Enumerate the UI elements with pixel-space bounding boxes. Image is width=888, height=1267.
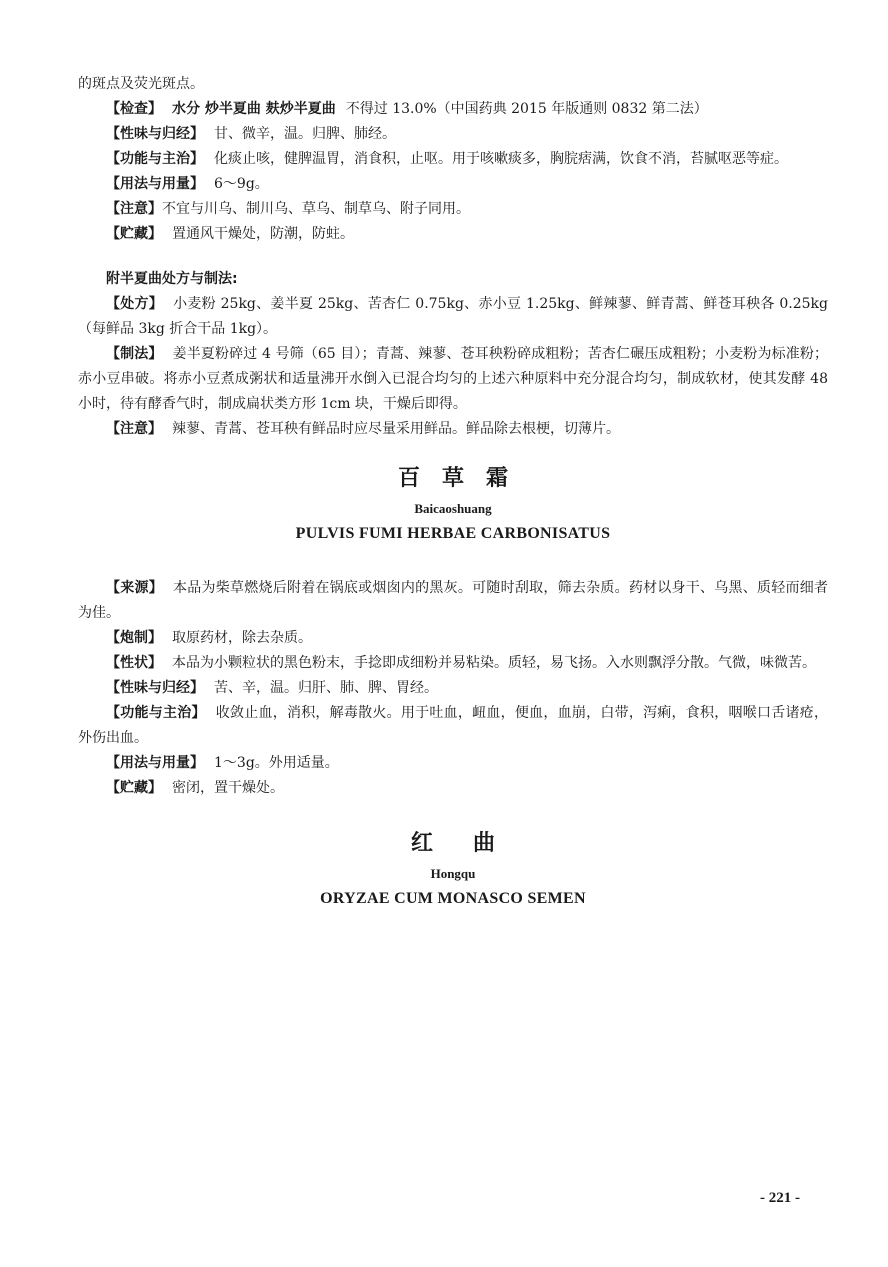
check-text: 不得过 13.0%（中国药典 2015 年版通则 0832 第二法） — [345, 101, 708, 117]
entry2-usage — [78, 751, 828, 776]
entry3-latin: ORYZAE CUM MONASCO SEMEN — [320, 890, 586, 907]
entry1-storage — [78, 222, 828, 247]
top-fragment: 的斑点及荧光斑点。 — [78, 76, 204, 92]
caution-label: 【注意】 — [106, 201, 162, 217]
entry2-latin: PULVIS FUMI HERBAE CARBONISATUS — [295, 525, 611, 542]
entry2-storage — [78, 776, 828, 801]
nature-text: 苦、辛，温。归肝、肺、脾、胃经。 — [214, 680, 438, 696]
entry2-source — [78, 576, 828, 626]
page-content — [78, 72, 828, 911]
appendix-prescription — [78, 292, 828, 342]
storage-text: 密闭，置干燥处。 — [172, 780, 284, 796]
appendix-method — [78, 342, 828, 417]
entry3-title: 红曲 — [410, 831, 535, 856]
entry3-pinyin: Hongqu — [430, 866, 476, 881]
note-label: 【注意】 — [106, 421, 162, 437]
entry1-caution — [78, 197, 828, 222]
appendix-heading: 附半夏曲处方与制法: — [106, 271, 238, 287]
caution-text: 不宜与川乌、制川乌、草乌、制草乌、附子同用。 — [162, 201, 470, 217]
usage-label: 【用法与用量】 — [106, 176, 204, 192]
entry2-nature — [78, 676, 828, 701]
nature-text: 甘、微辛，温。归脾、肺经。 — [214, 126, 396, 142]
source-label: 【来源】 — [106, 580, 163, 596]
function-label: 【功能与主治】 — [106, 705, 206, 721]
entry1-function — [78, 147, 828, 172]
prescription-label: 【处方】 — [106, 296, 164, 312]
source-text: 本品为柴草燃烧后附着在锅底或烟囱内的黑灰。可随时刮取，筛去杂质。药材以身干、乌黑、质轻而细者为佳。 — [78, 580, 829, 621]
entry2-function — [78, 701, 828, 751]
process-label: 【炮制】 — [106, 630, 162, 646]
storage-text: 置通风干燥处，防潮，防蛀。 — [172, 226, 354, 242]
page-number: - 221 - — [760, 1190, 800, 1206]
usage-text: 1～3g。外用适量。 — [214, 755, 339, 771]
note-text: 辣蓼、青蒿、苍耳秧有鲜品时应尽量采用鲜品。鲜品除去根梗，切薄片。 — [172, 421, 620, 437]
storage-label: 【贮藏】 — [106, 226, 162, 242]
check-label: 【检查】 — [106, 101, 162, 117]
nature-label: 【性味与归经】 — [106, 680, 204, 696]
method-label: 【制法】 — [106, 346, 163, 362]
entry2-characteristics — [78, 651, 828, 676]
function-label: 【功能与主治】 — [106, 151, 204, 167]
usage-text: 6～9g。 — [214, 176, 269, 192]
appendix-note — [78, 417, 828, 442]
characteristics-text: 本品为小颗粒状的黑色粉末，手捻即成细粉并易粘染。质轻，易飞扬。入水则飘浮分散。气微，味微苦。 — [172, 655, 816, 671]
entry1-nature — [78, 122, 828, 147]
function-text: 收敛止血，消积，解毒散火。用于吐血，衄血，便血，血崩，白带，泻痢，食积，咽喉口舌诸疮，外伤出血。 — [78, 705, 829, 746]
usage-label: 【用法与用量】 — [106, 755, 204, 771]
entry1-check — [78, 97, 828, 122]
method-text: 姜半夏粉碎过 4 号筛（65 目）；青蒿、辣蓼、苍耳秧粉碎成粗粉；苦杏仁碾压成粗粉；小麦粉为标准粉；赤小豆串破。将赤小豆煮成粥状和适量沸开水倒入已混合均匀的上述六种原料中充分混合均匀，制成软材，使其发酵 48 小时，待有酵香气时，制成扁状类方形 1cm 块，干燥后即得。 — [78, 346, 829, 412]
function-text: 化痰止咳，健脾温胃，消食积，止呕。用于咳嗽痰多，胸脘痞满，饮食不消，苔腻呕恶等症。 — [214, 151, 788, 167]
entry2-title: 百草霜 — [397, 466, 530, 491]
entry2-pinyin: Baicaoshuang — [414, 501, 492, 516]
check-sub: 水分 炒半夏曲 麸炒半夏曲 — [172, 101, 336, 117]
entry2-process — [78, 626, 828, 651]
nature-label: 【性味与归经】 — [106, 126, 204, 142]
characteristics-label: 【性状】 — [106, 655, 162, 671]
storage-label: 【贮藏】 — [106, 780, 162, 796]
entry1-usage — [78, 172, 828, 197]
prescription-text: 小麦粉 25kg、姜半夏 25kg、苦杏仁 0.75kg、赤小豆 1.25kg、鲜辣蓼、鲜青蒿、鲜苍耳秧各 0.25kg（每鲜品 3kg 折合干品 1kg）。 — [78, 296, 829, 337]
process-text: 取原药材，除去杂质。 — [172, 630, 312, 646]
